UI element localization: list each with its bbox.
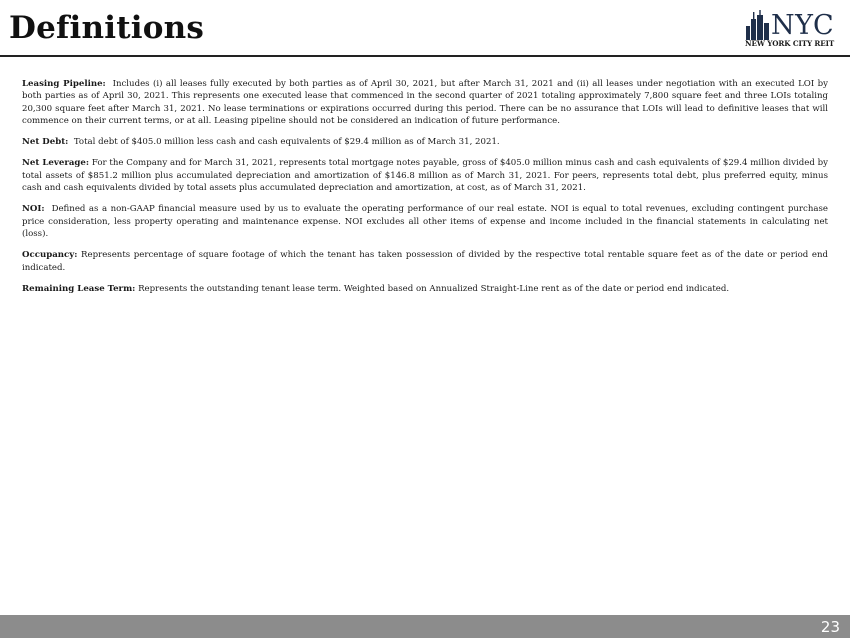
definition-text: Defined as a non-GAAP financial measure used by us to evaluate the operating performance of our real estate. NOI is equal to total revenues, excluding contingent purchase price consideration, less property operating and maintenance expense. NOI excludes all other items of expense and income included in the financial statements in calculating net (loss). <box>22 204 828 239</box>
definition-term: Net Leverage: <box>22 158 90 169</box>
page-number: 23 <box>820 618 840 636</box>
footer-bar <box>0 615 850 638</box>
definition-term: Leasing Pipeline: <box>22 79 106 89</box>
definition-text: Total debt of $405.0 million less cash and cash equivalents of $29.4 million as of March 31, 2021. <box>73 137 500 148</box>
definition-term: Remaining Lease Term: <box>22 283 136 294</box>
definition-term: NOI: <box>22 204 45 215</box>
definition-text: For the Company and for March 31, 2021, represents total mortgage notes payable, gross of $405.0 million minus cash and cash equivalents of $29.4 million divided by total assets of $851.2 million plus accumulated depreciation and amortization of $146.8 million as of March 31, 2021. For peers, represents total debt, plus preferred equity, minus cash and cash equivalents divided by total assets plus accumulated depreciation and amortization, at cost, as of March 31, 2021. <box>22 158 828 194</box>
definition-text: Includes (i) all leases fully executed by both parties as of April 30, 2021, but after March 31, 2021 and (ii) all leases under negotiation with an executed LOI by both parties as of April 30, 2021. This represents one executed lease that commenced in the second quarter of 2021 totaling approximately 7,800 square feet and three LOIs totaling 20,300 square feet after March 31, 2021. No lease terminations or expirations occurred during this period. There can be no assurance that LOIs will lead to definitive leases that will commence on their current terms, or at all. Leasing pipeline should not be considered an indication of future performance. <box>22 79 828 126</box>
nyc-reit-logo <box>745 10 840 52</box>
definition-noi <box>22 203 828 240</box>
definition-occupancy <box>22 249 828 274</box>
definition-remaining-lease-term <box>22 283 828 295</box>
title-divider <box>0 55 850 57</box>
definitions-list <box>22 78 828 304</box>
definition-leasing-pipeline <box>22 78 828 127</box>
definition-text: Represents the outstanding tenant lease term. Weighted based on Annualized Straight-Line rent as of the date or period end indicated. <box>138 283 730 294</box>
skyline-icon <box>745 10 771 40</box>
definition-term: Net Debt: <box>22 137 69 148</box>
logo-subtitle: NEW YORK CITY REIT <box>745 39 835 48</box>
logo-text: NYC <box>771 10 835 41</box>
definition-net-leverage <box>22 157 828 194</box>
definition-term: Occupancy: <box>22 250 78 261</box>
page-title: Definitions <box>9 10 204 46</box>
definition-net-debt <box>22 136 828 148</box>
definition-text: Represents percentage of square footage of which the tenant has taken possession of divided by the respective total rentable square feet as of the date or period end indicated. <box>22 250 829 273</box>
